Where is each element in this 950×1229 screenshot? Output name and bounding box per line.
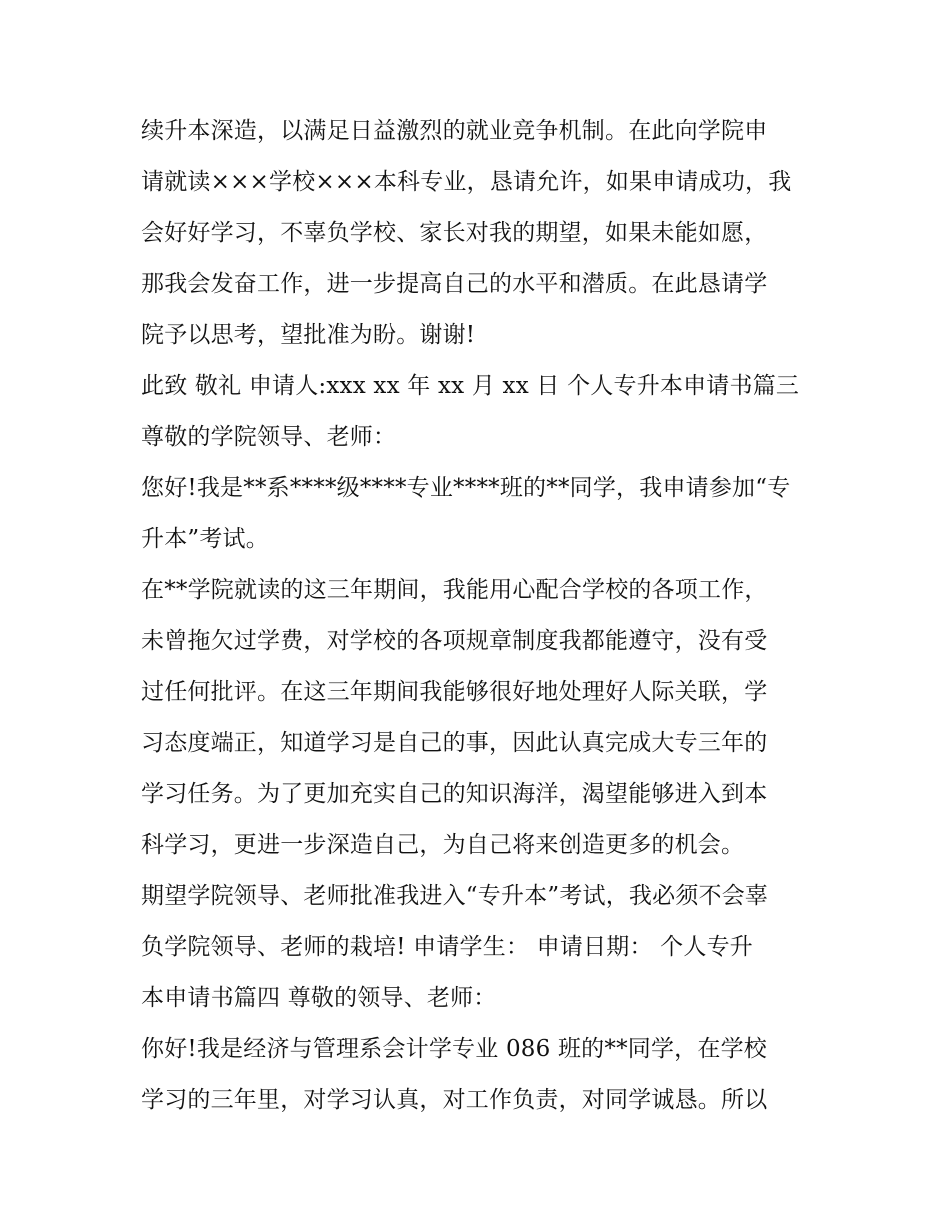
text-line: 期望学院领导、老师批准我进入“专升本”考试，我必须不会辜 — [141, 883, 769, 909]
text-line: 负学院领导、老师的栽培! 申请学生： 申请日期： 个人专升 — [141, 934, 753, 960]
text-line: 本申请书篇四 尊敬的领导、老师： — [141, 985, 497, 1011]
text-line: 学习任务。为了更加充实自己的知识海洋，渴望能够进入到本 — [141, 781, 768, 807]
text-line: 过任何批评。在这三年期间我能够很好地处理好人际关联，学 — [141, 679, 768, 705]
text-line: 未曾拖欠过学费，对学校的各项规章制度我都能遵守，没有受 — [141, 628, 768, 654]
document-body — [141, 106, 821, 1126]
text-line: 科学习，更进一步深造自己，为自己将来创造更多的机会。 — [141, 832, 745, 858]
text-line: 会好好学习，不辜负学校、家长对我的期望，如果未能如愿， — [141, 220, 768, 246]
text-line: 学习的三年里，对学习认真，对工作负责，对同学诚恳。所以 — [141, 1087, 768, 1113]
text-line: 院予以思考，望批准为盼。谢谢! — [141, 322, 476, 348]
text-line: 请就读×××学校×××本科专业，恳请允许，如果申请成功，我 — [141, 169, 792, 195]
text-line: 此致 敬礼 申请人:xxx xx 年 xx 月 xx 日 个人专升本申请书篇三 — [141, 373, 800, 399]
text-line: 在**学院就读的这三年期间，我能用心配合学校的各项工作， — [141, 577, 768, 603]
text-line: 尊敬的学院领导、老师： — [141, 424, 397, 450]
text-line: 续升本深造，以满足日益激烈的就业竞争机制。在此向学院申 — [141, 118, 768, 144]
text-line: 升本”考试。 — [141, 526, 269, 552]
text-line: 那我会发奋工作，进一步提高自己的水平和潜质。在此恳请学 — [141, 271, 768, 297]
text-line: 你好!我是经济与管理系会计学专业 086 班的**同学，在学校 — [141, 1036, 767, 1062]
text-line: 习态度端正，知道学习是自己的事，因此认真完成大专三年的 — [141, 730, 768, 756]
text-line: 您好!我是**系****级****专业****班的**同学，我申请参加“专 — [141, 475, 791, 501]
